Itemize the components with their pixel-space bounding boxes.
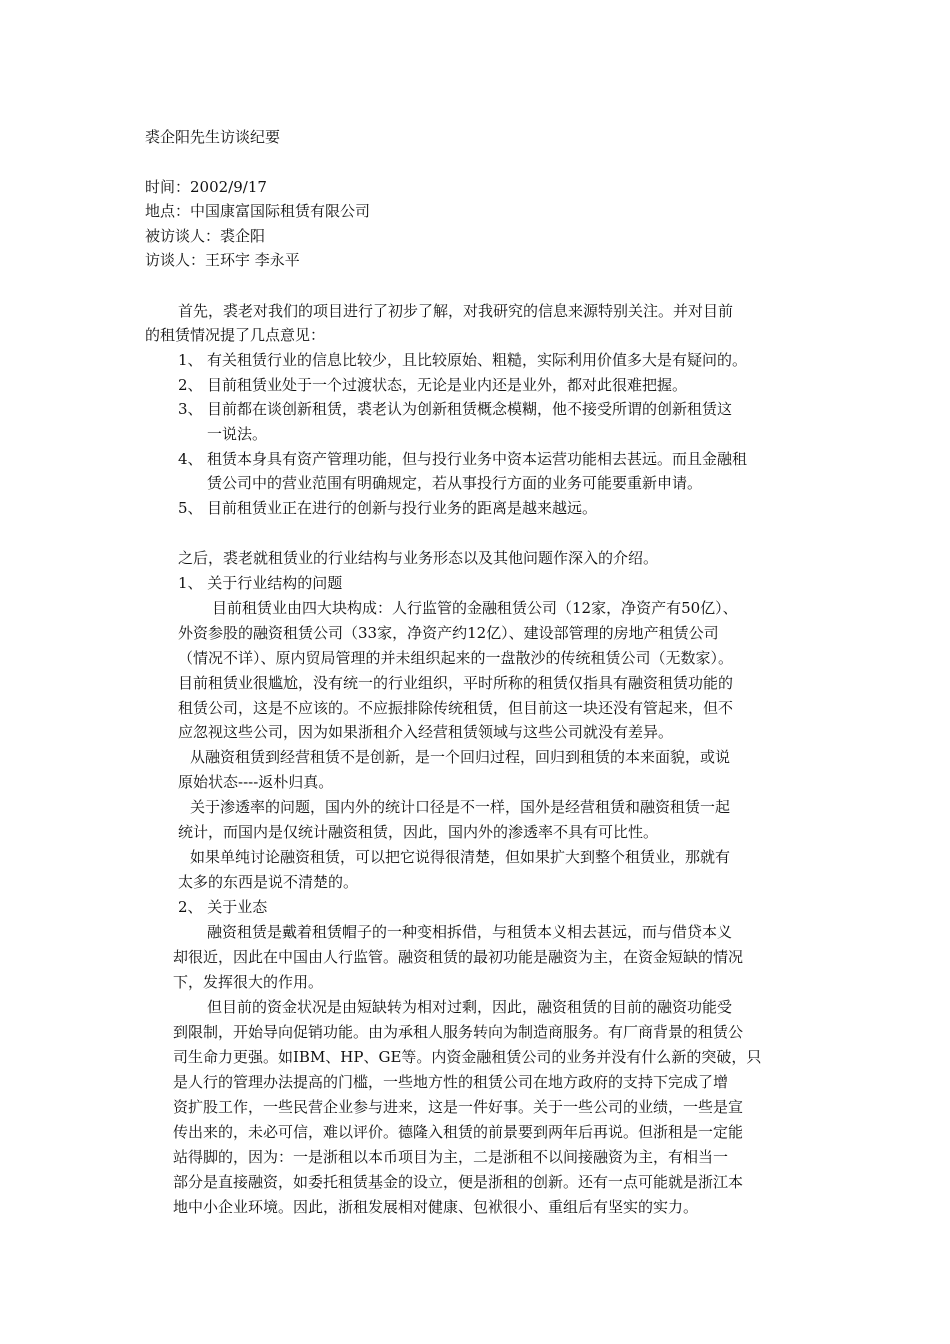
paragraph-line: 司生命力更强。如IBM、HP、GE等。内资金融租赁公司的业务并没有什么新的突破，只: [173, 1048, 762, 1066]
paragraph-line: 应忽视这些公司，因为如果浙租介入经营租赁领域与这些公司就没有差异。: [178, 723, 674, 741]
meta-place: 地点：中国康富国际租赁有限公司: [145, 202, 371, 220]
meta-interviewee: 被访谈人：裘企阳: [145, 227, 266, 245]
paragraph-line: 资扩股工作，一些民营企业参与进来，这是一件好事。关于一些公司的业绩，一些是宣: [173, 1098, 744, 1116]
paragraph-line: 但目前的资金状况是由短缺转为相对过剩，因此，融资租赁的目前的融资功能受: [207, 998, 733, 1016]
paragraph-line: 太多的东西是说不清楚的。: [178, 873, 359, 891]
paragraph-line: 原始状态----返朴归真。: [178, 773, 334, 791]
document-title: 裘企阳先生访谈纪要: [145, 128, 281, 146]
paragraph-line: 外资参股的融资租赁公司（33家，净资产约12亿）、建设部管理的房地产租赁公司: [178, 624, 719, 642]
list-number: 2、: [178, 376, 203, 394]
list-text: 目前租赁业处于一个过渡状态，无论是业内还是业外，都对此很难把握。: [207, 376, 688, 394]
list-text: 有关租赁行业的信息比较少，且比较原始、粗糙，实际利用价值多大是有疑问的。: [207, 351, 748, 369]
paragraph-line: 到限制，开始导向促销功能。由为承租人服务转向为制造商服务。有厂商背景的租赁公: [173, 1023, 744, 1041]
paragraph-line: 关于渗透率的问题，国内外的统计口径是不一样，国外是经营租赁和融资租赁一起: [190, 798, 731, 816]
paragraph-line: 部分是直接融资，如委托租赁基金的设立，便是浙租的创新。还有一点可能就是浙江本: [173, 1173, 744, 1191]
transition-paragraph: 之后，裘老就租赁业的行业结构与业务形态以及其他问题作深入的介绍。: [178, 549, 659, 567]
list-number: 3、: [178, 400, 203, 418]
meta-time: 时间：2002/9/17: [145, 178, 267, 196]
paragraph-line: 从融资租赁到经营租赁不是创新，是一个回归过程，回归到租赁的本来面貌，或说: [190, 748, 731, 766]
paragraph-line: （情况不详）、原内贸局管理的并未组织起来的一盘散沙的传统租赁公司（无数家）。: [178, 649, 734, 667]
paragraph-line: 下，发挥很大的作用。: [173, 973, 324, 991]
paragraph-line: 站得脚的，因为：一是浙租以本币项目为主，二是浙租不以间接融资为主，有相当一: [173, 1148, 729, 1166]
paragraph-line: 统计，而国内是仅统计融资租赁，因此，国内外的渗透率不具有可比性。: [178, 823, 659, 841]
section-heading: 1、 关于行业结构的问题: [178, 574, 343, 592]
paragraph-line: 如果单纯讨论融资租赁，可以把它说得很清楚，但如果扩大到整个租赁业，那就有: [190, 848, 731, 866]
meta-interviewer: 访谈人：王环宇 李永平: [145, 251, 300, 269]
list-item: [178, 373, 687, 397]
list-text: 目前都在谈创新租赁，裘老认为创新租赁概念模糊，他不接受所谓的创新租赁这: [207, 400, 733, 418]
list-text: 目前租赁业正在进行的创新与投行业务的距离是越来越远。: [207, 499, 598, 517]
paragraph-line: 目前租赁业很尴尬，没有统一的行业组织，平时所称的租赁仅指具有融资租赁功能的: [178, 674, 734, 692]
paragraph-line: 目前租赁业由四大块构成：人行监管的金融租赁公司（12家，净资产有50亿）、: [212, 599, 738, 617]
list-text: 租赁本身具有资产管理功能，但与投行业务中资本运营功能相去甚远。而且金融租: [207, 450, 748, 468]
paragraph-line: 地中小企业环境。因此，浙租发展相对健康、包袱很小、重组后有坚实的实力。: [173, 1198, 699, 1216]
intro-line: 的租赁情况提了几点意见：: [145, 326, 326, 344]
paragraph-line: 融资租赁是戴着租赁帽子的一种变相拆借，与租赁本义相去甚远，而与借贷本义: [207, 923, 733, 941]
list-number: 5、: [178, 499, 203, 517]
list-number: 1、: [178, 351, 203, 369]
list-item: [178, 496, 597, 520]
list-item: [178, 397, 732, 421]
paragraph-line: 却很近，因此在中国由人行监管。融资租赁的最初功能是融资为主，在资金短缺的情况: [173, 948, 744, 966]
paragraph-line: 传出来的，未必可信，难以评价。德隆入租赁的前景要到两年后再说。但浙租是一定能: [173, 1123, 744, 1141]
list-item: [178, 348, 747, 372]
list-number: 4、: [178, 450, 203, 468]
list-text-continued: 一说法。: [207, 425, 268, 443]
paragraph-line: 是人行的管理办法提高的门槛，一些地方性的租赁公司在地方政府的支持下完成了增: [173, 1073, 729, 1091]
paragraph-line: 租赁公司，这是不应该的。不应振排除传统租赁，但目前这一块还没有管起来，但不: [178, 699, 734, 717]
intro-line: 首先，裘老对我们的项目进行了初步了解，对我研究的信息来源特别关注。并对目前: [178, 302, 734, 320]
section-heading: 2、 关于业态: [178, 898, 268, 916]
list-text-continued: 赁公司中的营业范围有明确规定，若从事投行方面的业务可能要重新申请。: [207, 474, 703, 492]
list-item: [178, 447, 747, 471]
